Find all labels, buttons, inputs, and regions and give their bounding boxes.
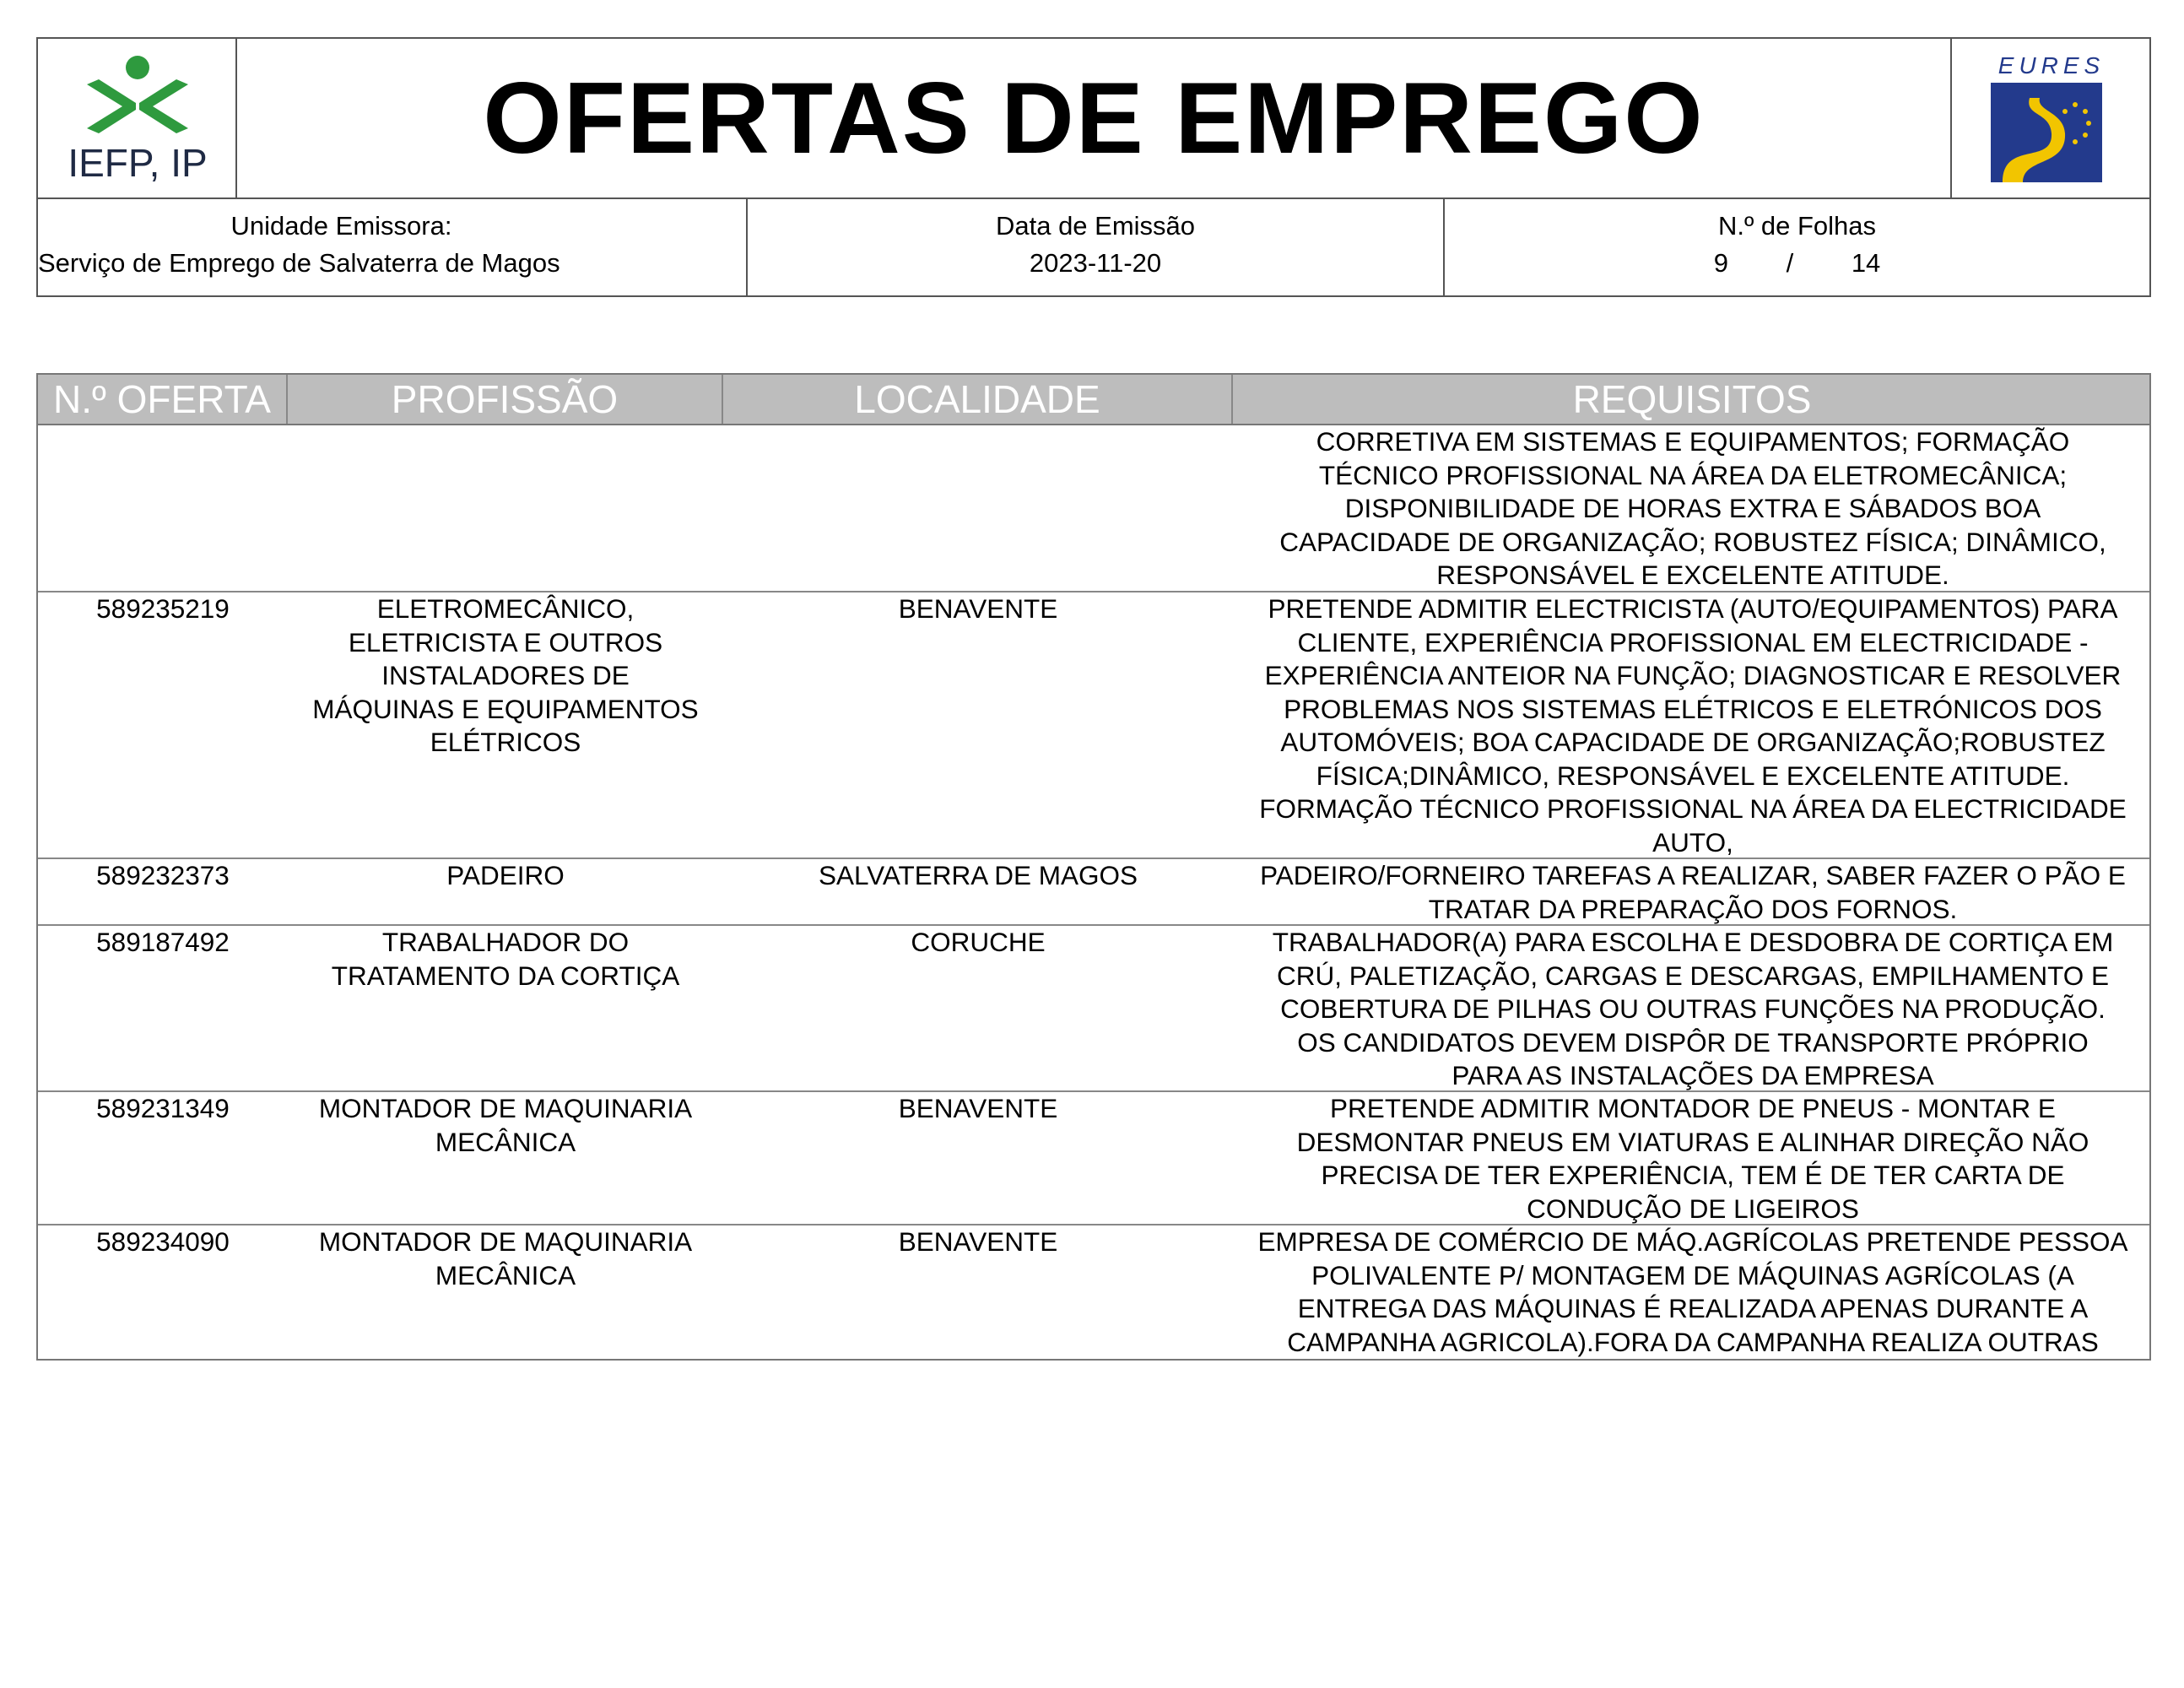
cell-profissao: PADEIRO	[446, 860, 565, 890]
numero-folhas-cell	[1445, 197, 2149, 295]
cell-localidade: BENAVENTE	[898, 593, 1058, 624]
cell-oferta: 589231349	[96, 1093, 230, 1123]
table-row	[38, 425, 2149, 592]
column-header-requisitos: REQUISITOS	[1572, 377, 1812, 421]
eures-logo	[1950, 39, 2149, 197]
document-header	[36, 37, 2151, 297]
folhas-total: 14	[1851, 248, 1881, 278]
column-header-localidade: LOCALIDADE	[723, 375, 1233, 424]
unidade-emissora-label: Unidade Emissora:	[230, 211, 452, 241]
folhas-current: 9	[1713, 248, 1728, 278]
eures-logo-mark-icon	[1952, 39, 2151, 197]
cell-profissao: TRABALHADOR DO TRATAMENTO DA CORTIÇA	[331, 927, 680, 991]
iefp-logo	[38, 39, 237, 197]
data-emissao-value: 2023-11-20	[1029, 248, 1162, 278]
numero-folhas-value	[1445, 245, 2149, 282]
ofertas-table	[36, 373, 2151, 1361]
table-row	[38, 592, 2149, 859]
cell-oferta: 589235219	[96, 593, 230, 624]
page-title: OFERTAS DE EMPREGO	[483, 62, 1705, 175]
data-emissao-cell	[748, 197, 1445, 295]
unidade-emissora-value: Serviço de Emprego de Salvaterra de Magos	[38, 248, 560, 278]
cell-requisitos: EMPRESA DE COMÉRCIO DE MÁQ.AGRÍCOLAS PRETENDE PESSOA POLIVALENTE P/ MONTAGEM DE MÁQUINAS AGRÍCOLAS (A ENTREGA DAS MÁQUINAS É REALIZADA APENAS DURANTE A CAMPANHA AGRICOLA).FORA DA CAMPANHA REALIZA OUTRAS	[1257, 1226, 2128, 1357]
cell-localidade: SALVATERRA DE MAGOS	[818, 860, 1138, 890]
cell-requisitos: PADEIRO/FORNEIRO TAREFAS A REALIZAR, SABER FAZER O PÃO E TRATAR DA PREPARAÇÃO DOS FORNOS.	[1260, 860, 2126, 924]
folhas-separator: /	[1786, 248, 1794, 278]
iefp-logo-text: IEFP, IP	[68, 141, 208, 185]
data-emissao-label: Data de Emissão	[995, 211, 1196, 241]
cell-requisitos: CORRETIVA EM SISTEMAS E EQUIPAMENTOS; FORMAÇÃO TÉCNICO PROFISSIONAL NA ÁREA DA ELETROMECÂNICA; DISPONIBILIDADE DE HORAS EXTRA E SÁBADOS BOA CAPACIDADE DE ORGANIZAÇÃO; ROBUSTEZ FÍSICA; DINÂMICO, RESPONSÁVEL E EXCELENTE ATITUDE.	[1279, 426, 2106, 590]
cell-requisitos: PRETENDE ADMITIR ELECTRICISTA (AUTO/EQUIPAMENTOS) PARA CLIENTE, EXPERIÊNCIA PROFISSIONAL EM ELECTRICIDADE - EXPERIÊNCIA ANTEIOR NA FUNÇÃO; DIAGNOSTICAR E RESOLVER PROBLEMAS NOS SISTEMAS ELÉTRICOS E ELETRÓNICOS DOS AUTOMÓVEIS; BOA CAPACIDADE DE ORGANIZAÇÃO;ROBUSTEZ FÍSICA;DINÂMICO, RESPONSÁVEL E EXCELENTE ATITUDE. FORMAÇÃO TÉCNICO PROFISSIONAL NA ÁREA DA ELECTRICIDADE AUTO,	[1259, 593, 2127, 858]
cell-localidade: CORUCHE	[911, 927, 1046, 957]
cell-localidade: BENAVENTE	[898, 1226, 1058, 1257]
cell-requisitos: TRABALHADOR(A) PARA ESCOLHA E DESDOBRA DE CORTIÇA EM CRÚ, PALETIZAÇÃO, CARGAS E DESCARGAS, EMPILHAMENTO E COBERTURA DE PILHAS OU OUTRAS FUNÇÕES NA PRODUÇÃO. OS CANDIDATOS DEVEM DISPÔR DE TRANSPORTE PRÓPRIO PARA AS INSTALAÇÕES DA EMPRESA	[1272, 927, 2114, 1090]
cell-profissao: ELETROMECÂNICO, ELETRICISTA E OUTROS INSTALADORES DE MÁQUINAS E EQUIPAMENTOS ELÉTRICOS	[312, 593, 699, 757]
cell-localidade: BENAVENTE	[898, 1093, 1058, 1123]
header-title-row	[38, 39, 2149, 199]
cell-oferta: 589232373	[96, 860, 230, 890]
cell-oferta: 589234090	[96, 1226, 230, 1257]
table-row	[38, 926, 2149, 1092]
cell-requisitos: PRETENDE ADMITIR MONTADOR DE PNEUS - MONTAR E DESMONTAR PNEUS EM VIATURAS E ALINHAR DIREÇÃO NÃO PRECISA DE TER EXPERIÊNCIA, TEM É DE TER CARTA DE CONDUÇÃO DE LIGEIROS	[1296, 1093, 2089, 1224]
iefp-logo-mark-icon	[38, 49, 237, 150]
table-row	[38, 1225, 2149, 1359]
column-header-oferta: N.º OFERTA	[38, 375, 288, 424]
eures-logo-text: EURES	[1997, 52, 2106, 78]
unidade-emissora-cell	[38, 197, 748, 295]
table-row	[38, 1092, 2149, 1225]
table-header-row	[38, 375, 2149, 425]
column-header-profissao: PROFISSÃO	[288, 375, 723, 424]
numero-folhas-label: N.º de Folhas	[1717, 211, 1877, 241]
cell-oferta: 589187492	[96, 927, 230, 957]
cell-profissao: MONTADOR DE MAQUINARIA MECÂNICA	[318, 1226, 693, 1290]
cell-profissao: MONTADOR DE MAQUINARIA MECÂNICA	[318, 1093, 693, 1157]
header-meta-row	[38, 197, 2149, 295]
table-row	[38, 859, 2149, 926]
